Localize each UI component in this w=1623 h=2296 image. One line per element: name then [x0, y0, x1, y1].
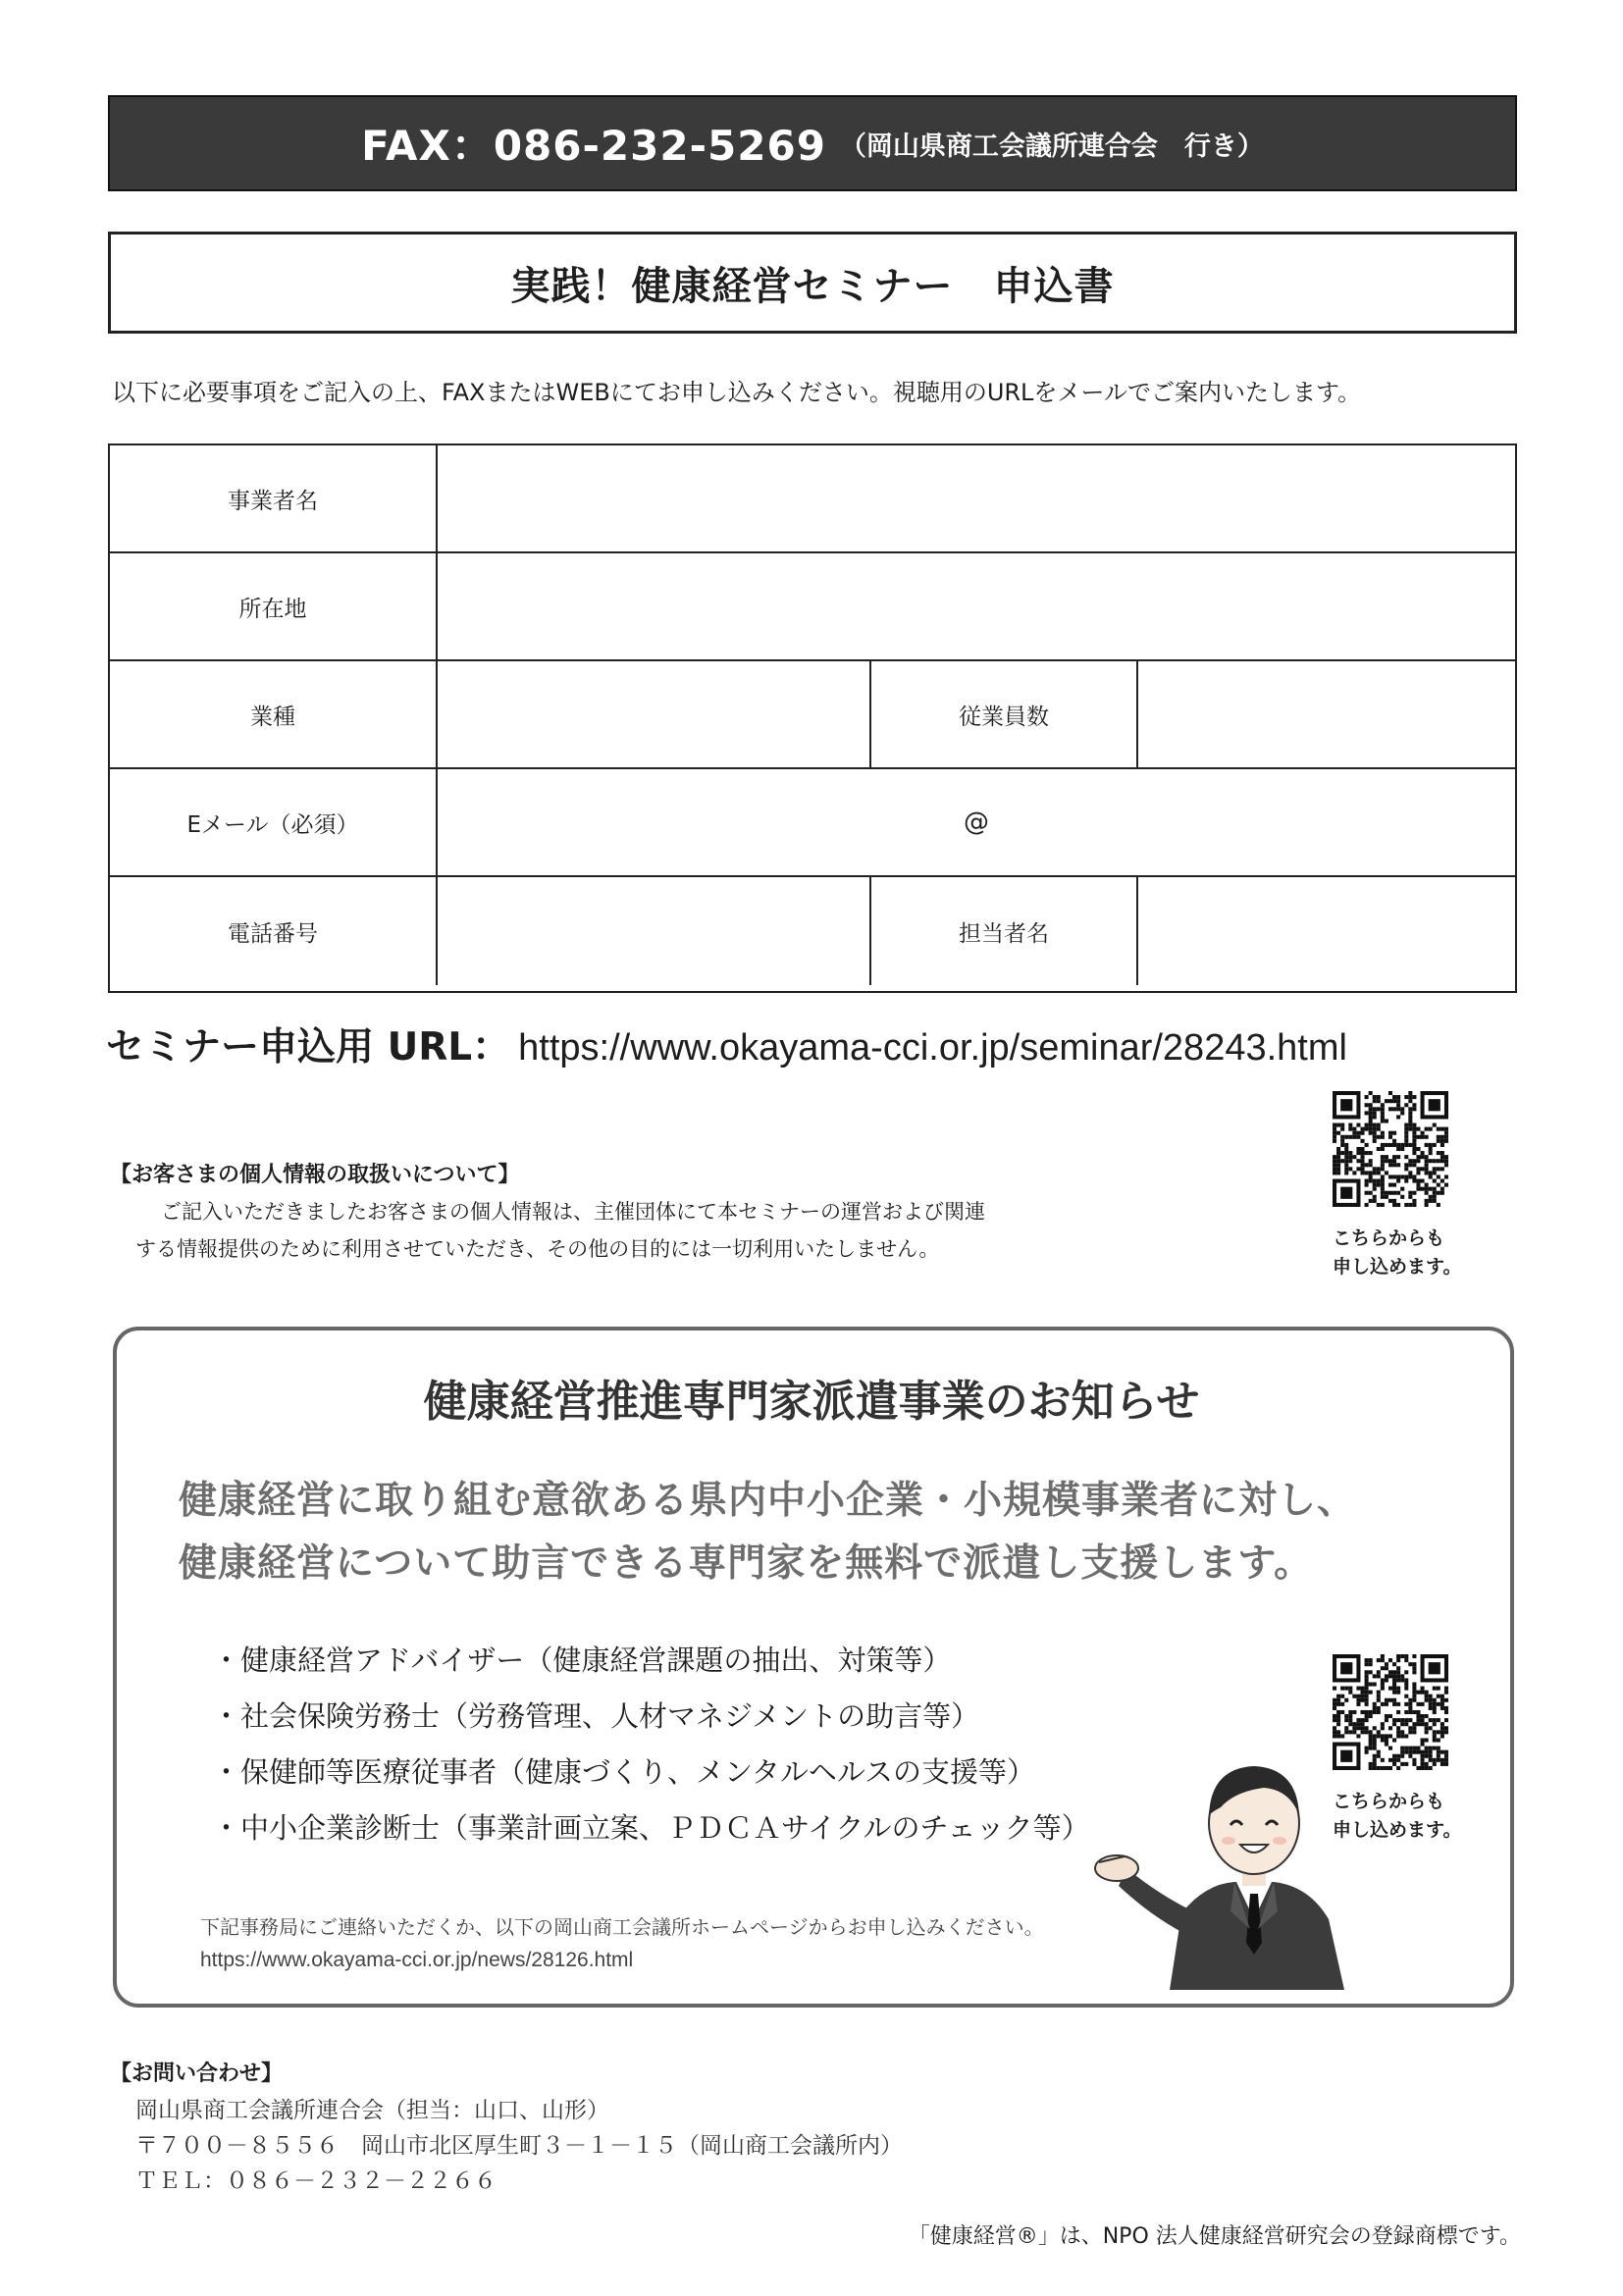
phone-field[interactable]: [438, 877, 871, 985]
email-at-sign: @: [964, 808, 989, 837]
qr-caption-line2: 申し込めます。: [1333, 1819, 1462, 1841]
businessman-illustration-icon: [1087, 1747, 1362, 1990]
inquiry-address: 〒７００－８５５６ 岡山市北区厚生町３－１－１５（岡山商工会議所内）: [135, 2133, 903, 2159]
industry-field[interactable]: [438, 661, 871, 767]
seminar-url-line: [106, 1017, 1347, 1071]
form-row-email: [110, 769, 1515, 877]
form-row-company: [110, 445, 1515, 553]
company-name-label: 事業者名: [110, 445, 438, 551]
notice-title: 健康経営推進専門家派遣事業のお知らせ: [423, 1377, 1200, 1427]
service-item-health-worker: ・保健師等医療従事者（健康づくり、メンタルヘルスの支援等）: [212, 1755, 1035, 1789]
employees-label: 従業員数: [871, 661, 1138, 767]
qr-caption-line1: こちらからも: [1333, 1227, 1445, 1249]
fax-number: FAX：086-232-5269: [361, 122, 826, 170]
application-form: [108, 444, 1517, 993]
address-field[interactable]: [438, 553, 1515, 659]
privacy-line1: ご記入いただきましたお客さまの個人情報は、主催団体にて本セミナーの運営および関連: [161, 1200, 985, 1224]
seminar-qr-block: [1333, 1091, 1461, 1281]
trademark-note: 「健康経営®」は、NPO 法人健康経営研究会の登録商標です。: [908, 2224, 1521, 2249]
contact-person-label: 担当者名: [871, 877, 1138, 985]
address-label: 所在地: [110, 553, 438, 659]
notice-lead-line1: 健康経営に取り組む意欲ある県内中小企業・小規模事業者に対し、: [179, 1479, 1357, 1523]
form-title: 実践！健康経営セミナー 申込書: [108, 232, 1517, 334]
form-row-phone: [110, 877, 1515, 985]
email-field[interactable]: [438, 769, 1515, 875]
email-label: Eメール（必須）: [110, 769, 438, 875]
inquiry-heading: 【お問い合わせ】: [110, 2061, 284, 2086]
seminar-url-link[interactable]: https://www.okayama-cci.or.jp/seminar/28243.html: [518, 1027, 1347, 1069]
contact-person-field[interactable]: [1138, 877, 1515, 985]
company-name-field[interactable]: [438, 445, 1515, 551]
seminar-qr-code-icon[interactable]: [1333, 1091, 1448, 1207]
contact-note: 下記事務局にご連絡いただくか、以下の岡山商工会議所ホームページからお申し込みください。: [200, 1915, 1044, 1939]
qr-caption-line1: こちらからも: [1333, 1791, 1445, 1812]
privacy-heading: 【お客さまの個人情報の取扱いについて】: [110, 1163, 520, 1187]
industry-label: 業種: [110, 661, 438, 767]
contact-url-link[interactable]: https://www.okayama-cci.or.jp/news/28126.html: [200, 1949, 634, 1971]
employees-field[interactable]: [1138, 661, 1515, 767]
fax-destination: （岡山県商工会議所連合会 行き）: [839, 130, 1264, 162]
seminar-qr-caption: [1333, 1225, 1461, 1281]
service-item-sme-consultant: ・中小企業診断士（事業計画立案、ＰＤＣＡサイクルのチェック等）: [212, 1811, 1090, 1845]
qr-caption-line2: 申し込めます。: [1333, 1256, 1462, 1278]
form-row-industry: [110, 661, 1515, 769]
fax-banner: [108, 95, 1517, 191]
notice-lead-line2: 健康経営について助言できる専門家を無料で派遣し支援します。: [179, 1541, 1314, 1586]
inquiry-tel: ＴＥＬ：０８６－２３２－２２６６: [135, 2168, 497, 2194]
privacy-line2: する情報提供のために利用させていただき、その他の目的には一切利用いたしません。: [135, 1237, 940, 1261]
phone-label: 電話番号: [110, 877, 438, 985]
service-item-advisor: ・健康経営アドバイザー（健康経営課題の抽出、対策等）: [212, 1644, 952, 1677]
seminar-url-label: セミナー申込用 URL：: [106, 1025, 511, 1070]
instructions-text: 以下に必要事項をご記入の上、FAXまたはWEBにてお申し込みください。視聴用のURLをメールでご案内いたします。: [112, 379, 1362, 406]
privacy-text: [135, 1193, 1117, 1268]
form-row-address: [110, 553, 1515, 661]
service-item-labor-consultant: ・社会保険労務士（労務管理、人材マネジメントの助言等）: [212, 1699, 980, 1733]
inquiry-organization: 岡山県商工会議所連合会（担当：山口、山形）: [135, 2098, 609, 2123]
